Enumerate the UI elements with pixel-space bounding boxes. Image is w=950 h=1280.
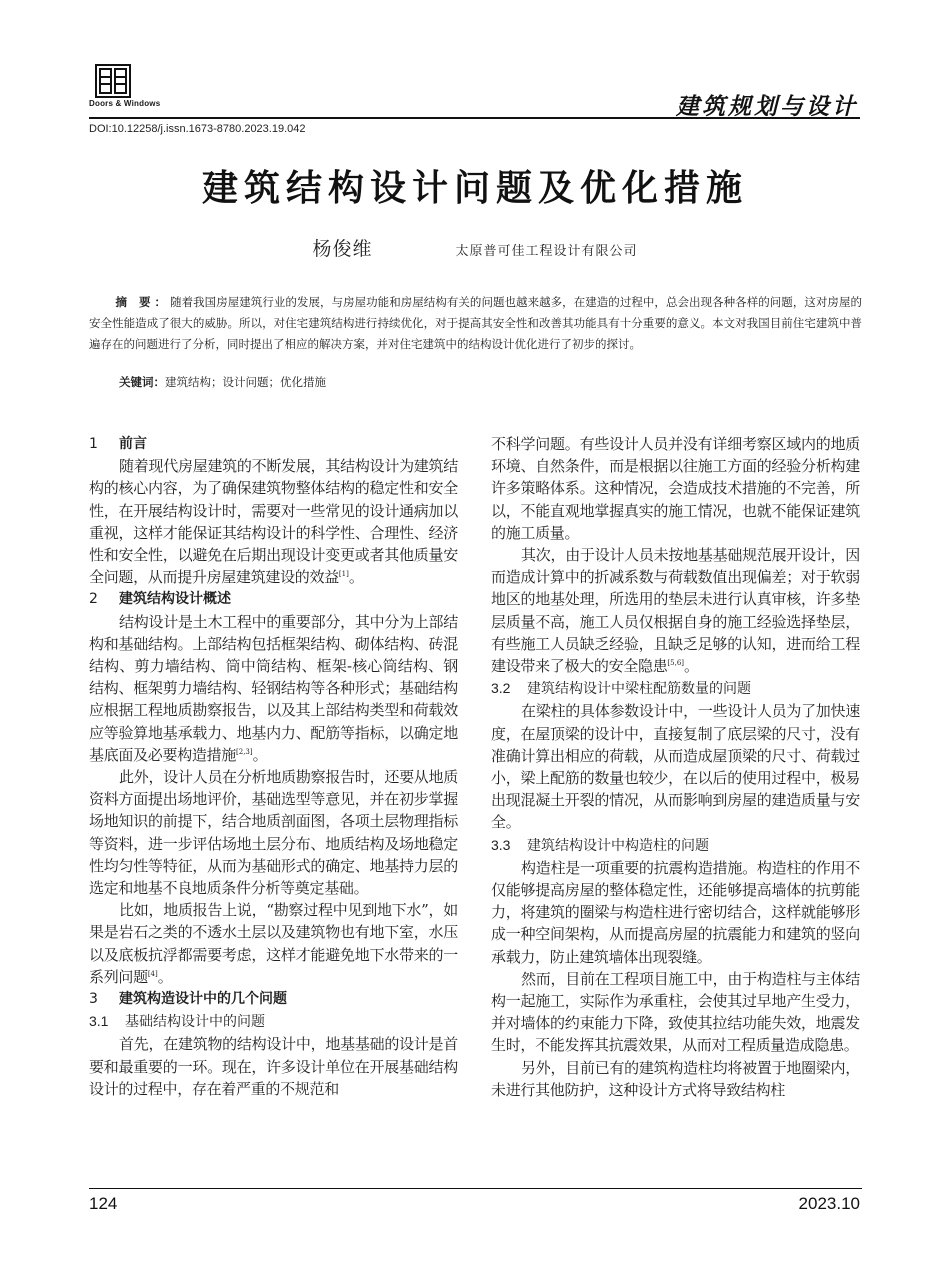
section-heading: 3 建筑构造设计中的几个问题 bbox=[89, 991, 287, 1008]
header-rule bbox=[89, 117, 860, 119]
affiliation: 太原普可佳工程设计有限公司 bbox=[455, 244, 638, 259]
abstract bbox=[89, 292, 862, 355]
paragraph: 比如，地质报告上说，“勘察过程中见到地下水”，如果是岩石之类的不透水土层以及建筑物也有地下室，水压以及底板抗浮都需要考虑，这样才能避免地下水带来的一系列问题[4]。 bbox=[89, 901, 458, 986]
doors-windows-logo-icon bbox=[95, 64, 131, 98]
doi: DOI:10.12258/j.issn.1673-8780.2023.19.042 bbox=[89, 123, 306, 135]
left-column bbox=[89, 433, 458, 1100]
paragraph: 另外，目前已有的建筑构造柱均将被置于地圈梁内，未进行其他防护，这种设计方式将导致结构柱 bbox=[491, 1058, 860, 1099]
keywords-label: 关键词： bbox=[119, 375, 165, 389]
paragraph: 构造柱是一项重要的抗震构造措施。构造柱的作用不仅能够提高房屋的整体稳定性，还能够提高墙体的抗剪能力，将建筑的圈梁与构造柱进行密切结合，这样就能够形成一种空间架构，从而提高房屋的抗震能力和建筑的竖向承载力，防止建筑墙体出现裂缝。 bbox=[491, 858, 860, 966]
journal-logo bbox=[89, 64, 171, 108]
paragraph: 不科学问题。有些设计人员并没有详细考察区域内的地质环境、自然条件，而是根据以往施工方面的经验分析构建许多策略体系。这种情况，会造成技术措施的不完善，所以，不能直观地掌握真实的施工情况，也就不能保证建筑的施工质量。 bbox=[491, 435, 860, 542]
author-name: 杨俊维 bbox=[312, 238, 373, 260]
paragraph: 随着现代房屋建筑的不断发展，其结构设计为建筑结构的核心内容，为了确保建筑物整体结构的稳定性和安全性，在开展结构设计时，需要对一些常见的设计通病加以重视，这样才能保证其结构设计的科学性、合理性、经济性和安全性，以避免在后期出现设计变更或者其他质量安全问题，从而提升房屋建筑建设的效益[1]。 bbox=[89, 457, 458, 587]
paragraph: 结构设计是土木工程中的重要部分，其中分为上部结构和基础结构。上部结构包括框架结构、砌体结构、砖混结构、剪力墙结构、筒中筒结构、框架-核心筒结构、钢结构、框架剪力墙结构、轻钢结构等各种形式；基础结构应根据工程地质勘察报告，以及其上部结构类型和荷载效应等验算地基承载力、地基内力、配筋等指标，以确定地基底面及必要构造措施[2,3]。 bbox=[89, 612, 458, 764]
subsection-heading: 3.1 基础结构设计中的问题 bbox=[89, 1013, 265, 1031]
paragraph: 此外，设计人员在分析地质勘察报告时，还要从地质资料方面提出场地评价，基础选型等意见，并在初步掌握场地知识的前提下，结合地质剖面图，各项土层物理指标等资料，进一步评估场地土层分布、地质结构及场地稳定性均匀性等特征，从而为基础形式的确定、地基持力层的选定和地基不良地质条件分析等奠定基础。 bbox=[89, 768, 458, 898]
right-column bbox=[491, 433, 860, 1101]
issue-date: 2023.10 bbox=[798, 1194, 860, 1213]
subsection-heading: 3.2 建筑结构设计中梁柱配筋数量的问题 bbox=[491, 680, 751, 698]
section-name: 建筑规划与设计 bbox=[676, 94, 858, 120]
paragraph: 首先，在建筑物的结构设计中，地基基础的设计是首要和最重要的一环。现在，许多设计单位在开展基础结构设计的过程中，存在着严重的不规范和 bbox=[89, 1035, 458, 1098]
page-number: 124 bbox=[89, 1194, 118, 1213]
subsection-heading: 3.3 建筑结构设计中构造柱的问题 bbox=[491, 836, 709, 854]
abstract-label: 摘 要： bbox=[115, 295, 171, 309]
paragraph: 然而，目前在工程项目施工中，由于构造柱与主体结构一起施工，实际作为承重柱，会使其过早地产生受力，并对墙体的约束能力下降，致使其拉结功能失效，地震发生时，不能发挥其抗震效果，从而对工程质量造成隐患。 bbox=[491, 969, 860, 1055]
abstract-text: 随着我国房屋建筑行业的发展，与房屋功能和房屋结构有关的问题也越来越多，在建造的过程中，总会出现各种各样的问题，这对房屋的安全性能造成了很大的威胁。所以，对住宅建筑结构进行持续优化，对于提高其安全性和改善其功能具有十分重要的意义。本文对我国目前住宅建筑中普遍存在的问题进行了分析，同时提出了相应的解决方案，并对住宅建筑中的结构设计优化进行了初步的探讨。 bbox=[89, 295, 862, 351]
section-heading: 2 建筑结构设计概述 bbox=[89, 591, 231, 608]
section-heading: 1 前言 bbox=[89, 436, 147, 452]
paragraph: 在梁柱的具体参数设计中，一些设计人员为了加快速度，在屋顶梁的设计中，直接复制了底层梁的尺寸，没有准确计算出相应的荷载，从而造成屋顶梁的尺寸、荷载过小，梁上配筋的数量也较少，在以后的使用过程中，极易出现混凝土开裂的情况，从而影响到房屋的建造质量与安全。 bbox=[491, 702, 860, 832]
footer-rule bbox=[89, 1188, 862, 1189]
keywords bbox=[119, 374, 326, 390]
paragraph: 其次，由于设计人员未按地基基础规范展开设计，因而造成计算中的折减系数与荷载数值出现偏差；对于软弱地区的地基处理，所选用的垫层未进行认真审核，许多垫层质量不高，施工人员仅根据自身的施工经验选择垫层，有些施工人员缺乏经验，且缺乏足够的认知，进而给工程建设带来了极大的安全隐患[5,6]。 bbox=[491, 546, 860, 676]
article-title: 建筑结构设计问题及优化措施 bbox=[201, 168, 748, 209]
logo-text: Doors & Windows bbox=[89, 99, 161, 108]
author-line bbox=[0, 234, 950, 261]
keywords-text: 建筑结构；设计问题；优化措施 bbox=[165, 375, 326, 389]
